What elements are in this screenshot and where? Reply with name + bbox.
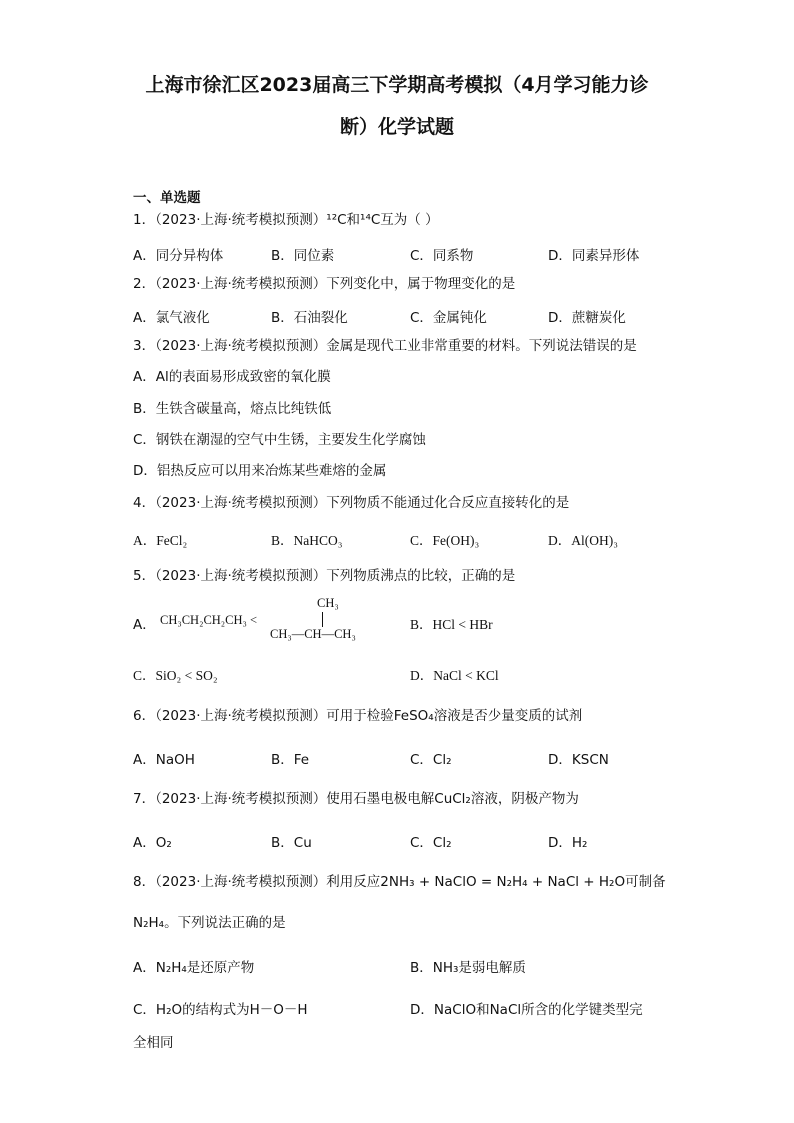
question-4-stem: 4．（2023·上海·统考模拟预测）下列物质不能通过化合反应直接转化的是 bbox=[133, 495, 570, 511]
question-1-option-a: A．同分异构体 bbox=[133, 248, 224, 264]
question-6-option-d: D．KSCN bbox=[548, 752, 609, 768]
question-8-option-d: D．NaClO和NaCl所含的化学键类型完 bbox=[410, 1002, 643, 1018]
question-5-option-d: D．NaCl < KCl bbox=[410, 668, 499, 683]
question-1-stem: 1．（2023·上海·统考模拟预测）¹²C和¹⁴C互为（ ） bbox=[133, 212, 439, 228]
isobutane-main-chain: CH₃—CH—CH₃ bbox=[270, 627, 356, 641]
document-title-line1: 上海市徐汇区2023届高三下学期高考模拟（4月学习能力诊 bbox=[145, 74, 649, 96]
question-6-option-a: A．NaOH bbox=[133, 752, 195, 768]
question-3-option-c: C．钢铁在潮湿的空气中生锈，主要发生化学腐蚀 bbox=[133, 432, 426, 448]
question-3-option-b: B．生铁含碳量高，熔点比纯铁低 bbox=[133, 401, 332, 417]
question-2-option-c: C．金属钝化 bbox=[410, 310, 487, 326]
question-8-option-b: B．NH₃是弱电解质 bbox=[410, 960, 526, 976]
question-5-option-a-label: A． bbox=[133, 617, 156, 633]
question-2-stem: 2．（2023·上海·统考模拟预测）下列变化中，属于物理变化的是 bbox=[133, 276, 516, 292]
question-5-option-b: B．HCl < HBr bbox=[410, 617, 493, 632]
question-8-stem-continued: N₂H₄。下列说法正确的是 bbox=[133, 915, 286, 931]
question-2-option-d: D．蔗糖炭化 bbox=[548, 310, 626, 326]
question-8-option-d-continued: 全相同 bbox=[133, 1035, 174, 1051]
question-7-stem: 7．（2023·上海·统考模拟预测）使用石墨电极电解CuCl₂溶液，阴极产物为 bbox=[133, 791, 579, 807]
question-5-option-a-butane: CH₃CH₂CH₂CH₃ < bbox=[160, 613, 258, 627]
question-4-option-a: A．FeCl₂ bbox=[133, 533, 188, 548]
question-3-stem: 3．（2023·上海·统考模拟预测）金属是现代工业非常重要的材料。下列说法错误的是 bbox=[133, 338, 637, 354]
question-7-option-a: A．O₂ bbox=[133, 835, 172, 851]
question-1-option-b: B．同位素 bbox=[271, 248, 335, 264]
question-3-option-a: A．Al的表面易形成致密的氧化膜 bbox=[133, 369, 331, 385]
question-6-option-b: B．Fe bbox=[271, 752, 310, 768]
question-6-stem: 6．（2023·上海·统考模拟预测）可用于检验FeSO₄溶液是否少量变质的试剂 bbox=[133, 708, 583, 724]
question-7-option-c: C．Cl₂ bbox=[410, 835, 452, 851]
section-heading: 一、单选题 bbox=[133, 190, 201, 206]
question-2-option-a: A．氯气液化 bbox=[133, 310, 210, 326]
question-5-stem: 5．（2023·上海·统考模拟预测）下列物质沸点的比较，正确的是 bbox=[133, 568, 516, 584]
question-3-option-d: D．铝热反应可以用来冶炼某些难熔的金属 bbox=[133, 463, 387, 479]
document-title-line2: 断）化学试题 bbox=[339, 116, 454, 138]
question-1-option-c: C．同系物 bbox=[410, 248, 474, 264]
question-2-option-b: B．石油裂化 bbox=[271, 310, 348, 326]
question-6-option-c: C．Cl₂ bbox=[410, 752, 452, 768]
question-1-option-d: D．同素异形体 bbox=[548, 248, 640, 264]
isobutane-structure bbox=[270, 596, 388, 644]
question-4-option-d: D．Al(OH)₃ bbox=[548, 533, 618, 548]
question-8-stem: 8．（2023·上海·统考模拟预测）利用反应2NH₃ + NaClO = N₂H₄ + NaCl + H₂O可制备 bbox=[133, 874, 666, 890]
isobutane-vertical-bond bbox=[322, 612, 323, 627]
question-8-option-a: A．N₂H₄是还原产物 bbox=[133, 960, 255, 976]
isobutane-top-methyl: CH₃ bbox=[317, 596, 339, 610]
question-5-option-c: C．SiO₂ < SO₂ bbox=[133, 668, 218, 683]
question-8-option-c: C．H₂O的结构式为H－O－H bbox=[133, 1002, 308, 1018]
question-7-option-d: D．H₂ bbox=[548, 835, 588, 851]
question-4-option-b: B．NaHCO₃ bbox=[271, 533, 343, 548]
question-4-option-c: C．Fe(OH)₃ bbox=[410, 533, 480, 548]
question-7-option-b: B．Cu bbox=[271, 835, 312, 851]
